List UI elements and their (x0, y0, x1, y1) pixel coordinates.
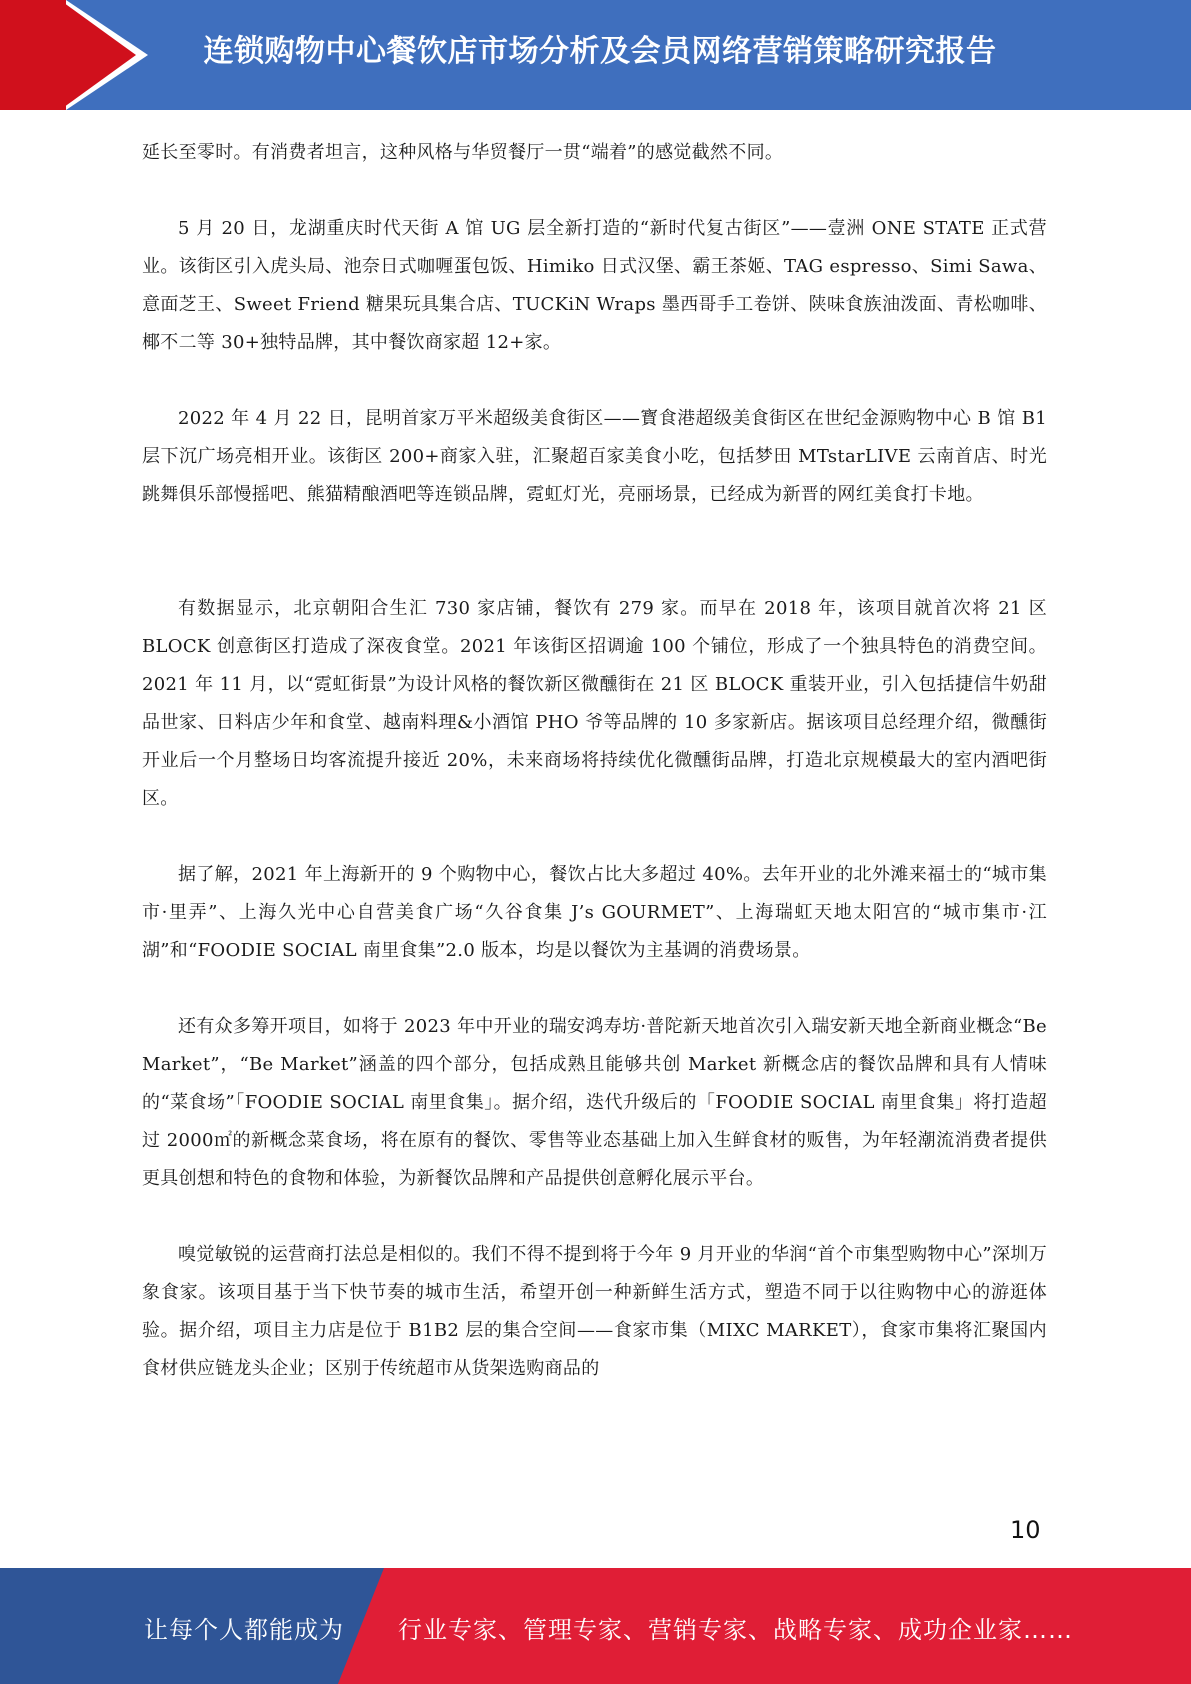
paragraph-shanghai-malls: 据了解，2021 年上海新开的 9 个购物中心，餐饮占比大多超过 40%。去年开业的北外滩来福士的“城市集市·里弄”、上海久光中心自营美食广场“久谷食集 J’s GOURMET”、上海瑞虹天地太阳宫的“城市集市·江湖”和“FOODIE SOCIAL 南里食集”2.0 版本，均是以餐饮为主基调的消费场景。 (142, 864, 1047, 961)
paragraph-kunming-food-street: 2022 年 4 月 22 日，昆明首家万平米超级美食街区——寳食港超级美食街区在世纪金源购物中心 B 馆 B1 层下沉广场亮相开业。该街区 200+商家入驻，汇聚超百家美食小吃，包括梦田 MTstarLIVE 云南首店、时光跳舞俱乐部慢摇吧、熊猫精酿酒吧等连锁品牌，霓虹灯光，亮丽场景，已经成为新晋的网红美食打卡地。 (142, 408, 1047, 505)
document-body (142, 134, 1047, 1388)
paragraph-beijing-hesheng-hui: 有数据显示，北京朝阳合生汇 730 家店铺，餐饮有 279 家。而早在 2018 年，该项目就首次将 21 区 BLOCK 创意街区打造成了深夜食堂。2021 年该街区招调逾 100 个铺位，形成了一个独具特色的消费空间。2021 年 11 月，以“霓虹街景”为设计风格的餐饮新区微醺街在 21 区 BLOCK 重装开业，引入包括捷信牛奶甜品世家、日料店少年和食堂、越南料理&小酒馆 PHO 爷等品牌的 10 多家新店。据该项目总经理介绍，微醺街开业后一个月整场日均客流提升接近 20%，未来商场将持续优化微醺街品牌，打造北京规模最大的室内酒吧街区。 (142, 598, 1047, 809)
report-title: 连锁购物中心餐饮店市场分析及会员网络营销策略研究报告 (203, 34, 997, 69)
paragraph-continued: 延长至零时。有消费者坦言，这种风格与华贸餐厅一贯“端着”的感觉截然不同。 (142, 142, 784, 163)
paragraph-be-market: 还有众多筹开项目，如将于 2023 年中开业的瑞安鸿寿坊·普陀新天地首次引入瑞安新天地全新商业概念“Be Market”，“Be Market”涵盖的四个部分，包括成熟且能够共创 Market 新概念店的餐饮品牌和具有人情味的“菜食场”「FOODIE SOCIAL 南里食集」。据介绍，迭代升级后的「FOODIE SOCIAL 南里食集」将打造超过 2000㎡的新概念菜食场，将在原有的餐饮、零售等业态基础上加入生鲜食材的贩售，为年轻潮流消费者提供更具创想和特色的食物和体验，为新餐饮品牌和产品提供创意孵化展示平台。 (142, 1016, 1047, 1189)
page-footer (0, 1568, 1191, 1684)
footer-slogan-right: 行业专家、管理专家、营销专家、战略专家、成功企业家…… (398, 1616, 1073, 1644)
paragraph-chongqing-one-state: 5 月 20 日，龙湖重庆时代天街 A 馆 UG 层全新打造的“新时代复古街区”——壹洲 ONE STATE 正式营业。该街区引入虎头局、池奈日式咖喱蛋包饭、Himiko 日式汉堡、霸王茶姬、TAG espresso、Simi Sawa、意面芝王、Sweet Friend 糖果玩具集合店、TUCKiN Wraps 墨西哥手工卷饼、陕味食族油泼面、青松咖啡、椰不二等 30+独特品牌，其中餐饮商家超 12+家。 (142, 218, 1047, 353)
page-number: 10 (1010, 1516, 1041, 1544)
footer-slogan-left: 让每个人都能成为 (144, 1616, 344, 1644)
page-header (0, 0, 1191, 110)
header-red-accent (0, 0, 66, 110)
header-chevron-arrow (60, 0, 136, 110)
paragraph-mixc-market: 嗅觉敏锐的运营商打法总是相似的。我们不得不提到将于今年 9 月开业的华润“首个市集型购物中心”深圳万象食家。该项目基于当下快节奏的城市生活，希望开创一种新鲜生活方式，塑造不同于以往购物中心的游逛体验。据介绍，项目主力店是位于 B1B2 层的集合空间——食家市集（MIXC MARKET），食家市集将汇聚国内食材供应链龙头企业；区别于传统超市从货架选购商品的 (142, 1244, 1047, 1379)
